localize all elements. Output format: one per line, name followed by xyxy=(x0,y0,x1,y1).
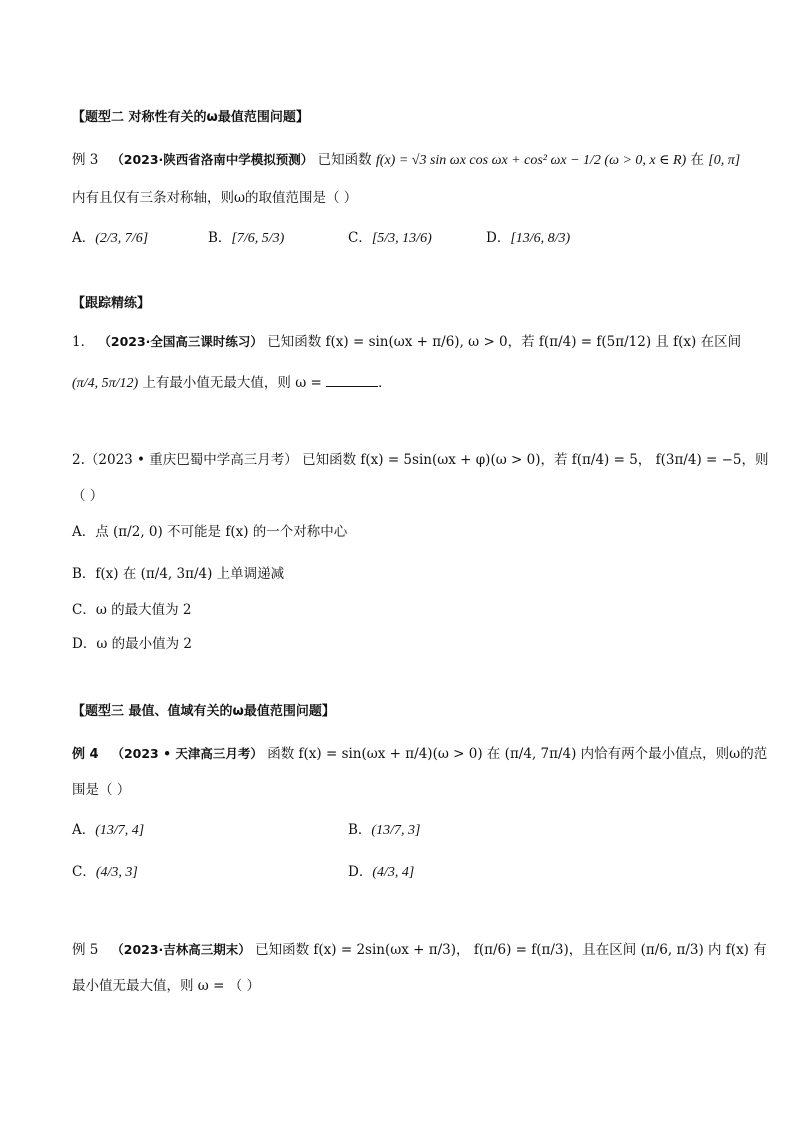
option-key: A． xyxy=(72,230,96,246)
question-interval: (π/4, 5π/12) xyxy=(72,376,139,391)
question-2-line2: （ ） xyxy=(72,488,104,504)
option-key: B． xyxy=(72,566,96,582)
option-c xyxy=(72,860,138,881)
option-value: f(x) 在 (π/4, 3π/4) 上单调递减 xyxy=(95,566,285,582)
option-a xyxy=(72,522,347,542)
option-b xyxy=(208,226,284,247)
question-end: ． xyxy=(378,375,392,391)
option-value: 点 (π/2, 0) 不可能是 f(x) 的一个对称中心 xyxy=(95,524,348,540)
option-key: D． xyxy=(72,636,97,652)
option-value: [7/6, 5/3) xyxy=(231,231,285,246)
example-4-line1 xyxy=(72,744,767,765)
option-value: [13/6, 8/3) xyxy=(510,231,571,246)
question-2-line1 xyxy=(72,450,769,470)
question-source: （2023·全国高三课时练习） xyxy=(98,334,263,349)
example-text: 函数 f(x) = sin(ωx + π/4)(ω > 0) 在 (π/4, 7π/4) 内恰有两个最小值点，则ω的范 xyxy=(267,746,768,762)
example-label: 例 5 xyxy=(72,942,99,958)
option-a xyxy=(72,818,144,839)
option-c xyxy=(72,600,192,620)
question-source: （2023 • 重庆巴蜀中学高三月考） xyxy=(84,452,298,468)
example-source: （2023·吉林高三期末） xyxy=(111,942,251,957)
option-key: A． xyxy=(72,822,96,838)
option-key: D． xyxy=(348,864,373,880)
example-interval: [0, π] xyxy=(708,153,741,168)
question-text: 已知函数 f(x) = sin(ωx + π/6), ω > 0，若 f(π/4) = f(5π/12) 且 f(x) 在区间 xyxy=(267,334,742,350)
option-value: ω 的最小值为 2 xyxy=(96,636,193,652)
option-value: (13/7, 3] xyxy=(371,823,421,838)
option-d xyxy=(348,860,414,881)
section-heading-type3: 【题型三 最值、值域有关的ω最值范围问题】 xyxy=(72,704,335,719)
example-5-line2: 最小值无最大值，则 ω = （ ） xyxy=(72,978,260,994)
option-a xyxy=(72,226,148,247)
section-heading-follow: 【跟踪精练】 xyxy=(72,296,151,311)
option-b xyxy=(72,564,284,584)
example-text-b: 在 xyxy=(690,152,704,168)
example-3-line2: 内有且仅有三条对称轴，则ω的取值范围是（ ） xyxy=(72,190,358,206)
option-key: D． xyxy=(486,230,511,246)
example-3-line1 xyxy=(72,150,740,171)
option-c xyxy=(348,226,432,247)
answer-blank[interactable] xyxy=(326,372,378,387)
question-text: 已知函数 f(x) = 5sin(ωx + φ)(ω > 0)，若 f(π/4) = 5， f(3π/4) = −5，则 xyxy=(302,452,769,468)
option-d xyxy=(72,634,192,654)
option-d xyxy=(486,226,570,247)
option-value: (4/3, 4] xyxy=(372,865,415,880)
question-text-2: 上有最小值无最大值，则 ω = xyxy=(142,375,327,391)
option-key: A． xyxy=(72,524,96,540)
example-text: 已知函数 f(x) = 2sin(ωx + π/3)， f(π/6) = f(π/3)，且在区间 (π/6, π/3) 内 f(x) 有 xyxy=(255,942,767,958)
example-source: （2023 • 天津高三月考） xyxy=(111,746,263,761)
option-b xyxy=(348,818,420,839)
example-source: （2023·陕西省洛南中学模拟预测） xyxy=(111,152,314,167)
question-number: 2. xyxy=(72,452,85,468)
option-key: C． xyxy=(348,230,372,246)
question-1-line1 xyxy=(72,332,741,352)
example-5-line1 xyxy=(72,940,767,960)
example-4-line2: 围是（ ） xyxy=(72,782,131,798)
question-number: 1． xyxy=(72,334,95,350)
option-value: (13/7, 4] xyxy=(95,823,145,838)
option-value: (2/3, 7/6] xyxy=(95,231,149,246)
example-label: 例 4 xyxy=(72,747,99,762)
option-value: [5/3, 13/6) xyxy=(371,231,432,246)
question-1-line2 xyxy=(72,372,392,394)
option-value: ω 的最大值为 2 xyxy=(95,602,192,618)
option-value: (4/3, 3] xyxy=(95,865,138,880)
option-key: C． xyxy=(72,602,96,618)
example-formula: f(x) = √3 sin ωx cos ωx + cos² ωx − 1/2 (ω > 0, x ∈ R) xyxy=(375,153,687,168)
option-key: B． xyxy=(348,822,372,838)
example-label: 例 3 xyxy=(72,152,99,168)
example-text: 已知函数 xyxy=(317,152,372,168)
option-key: C． xyxy=(72,864,96,880)
section-heading-type2: 【题型二 对称性有关的ω最值范围问题】 xyxy=(72,110,309,125)
option-key: B． xyxy=(208,230,232,246)
